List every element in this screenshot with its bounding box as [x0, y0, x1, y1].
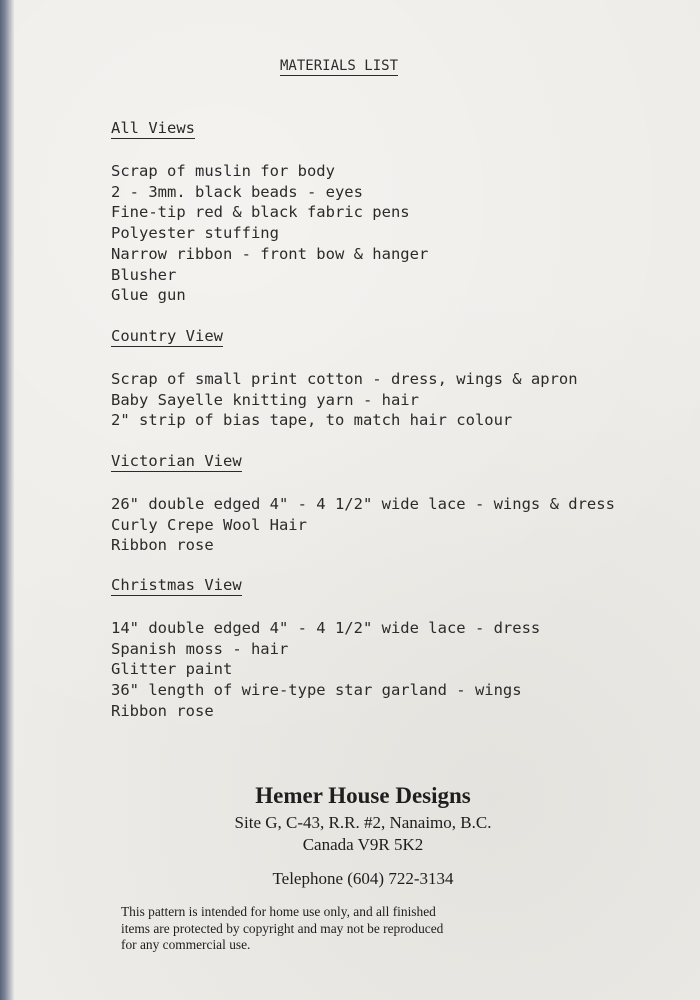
address-line-1: Site G, C-43, R.R. #2, Nanaimo, B.C. [234, 813, 492, 832]
section-list-country-view [111, 369, 578, 431]
section-heading-all-views: All Views [111, 119, 195, 137]
page-title: MATERIALS LIST [280, 58, 399, 74]
list-item: Scrap of small print cotton - dress, wings & apron [111, 370, 578, 388]
notice-line: items are protected by copyright and may not be reproduced [121, 920, 444, 936]
list-item: Baby Sayelle knitting yarn - hair [111, 390, 419, 409]
section-list-all-views [111, 161, 428, 306]
publisher-info [14, 780, 700, 890]
list-item: Blusher [111, 265, 177, 284]
address-line-2: Canada V9R 5K2 [302, 835, 424, 854]
list-item: 36" length of wire-type star garland - wings [111, 681, 522, 700]
list-item: Ribbon rose [111, 701, 214, 720]
list-item: Ribbon rose [111, 536, 214, 555]
telephone-line: Telephone (604) 722-3134 [272, 869, 454, 888]
company-name: Hemer House Designs [255, 783, 471, 808]
list-item: 14" double edged 4" - 4 1/2" wide lace - dress [111, 619, 541, 637]
list-item: 2 - 3mm. black beads - eyes [111, 182, 363, 201]
page-binding-edge [0, 0, 14, 1000]
copyright-notice [121, 904, 443, 954]
section-heading-country-view: Country View [111, 327, 223, 345]
list-item: Glitter paint [111, 660, 233, 679]
materials-list-page [14, 0, 700, 1000]
list-item: Fine-tip red & black fabric pens [111, 203, 410, 222]
list-item: Spanish moss - hair [111, 639, 289, 658]
list-item: Narrow ribbon - front bow & hanger [111, 244, 429, 263]
section-list-christmas-view [111, 618, 540, 722]
list-item: Glue gun [111, 286, 186, 305]
section-list-victorian-view [111, 494, 615, 556]
list-item: 2" strip of bias tape, to match hair colour [111, 411, 513, 430]
list-item: Curly Crepe Wool Hair [111, 515, 307, 534]
list-item: 26" double edged 4" - 4 1/2" wide lace - wings & dress [111, 495, 615, 513]
list-item: Polyester stuffing [111, 224, 279, 243]
section-heading-victorian-view: Victorian View [111, 452, 242, 470]
list-item: Scrap of muslin for body [111, 162, 335, 180]
notice-line: This pattern is intended for home use only, and all finished [121, 904, 436, 919]
notice-line: for any commercial use. [121, 937, 251, 952]
section-heading-christmas-view: Christmas View [111, 576, 242, 594]
